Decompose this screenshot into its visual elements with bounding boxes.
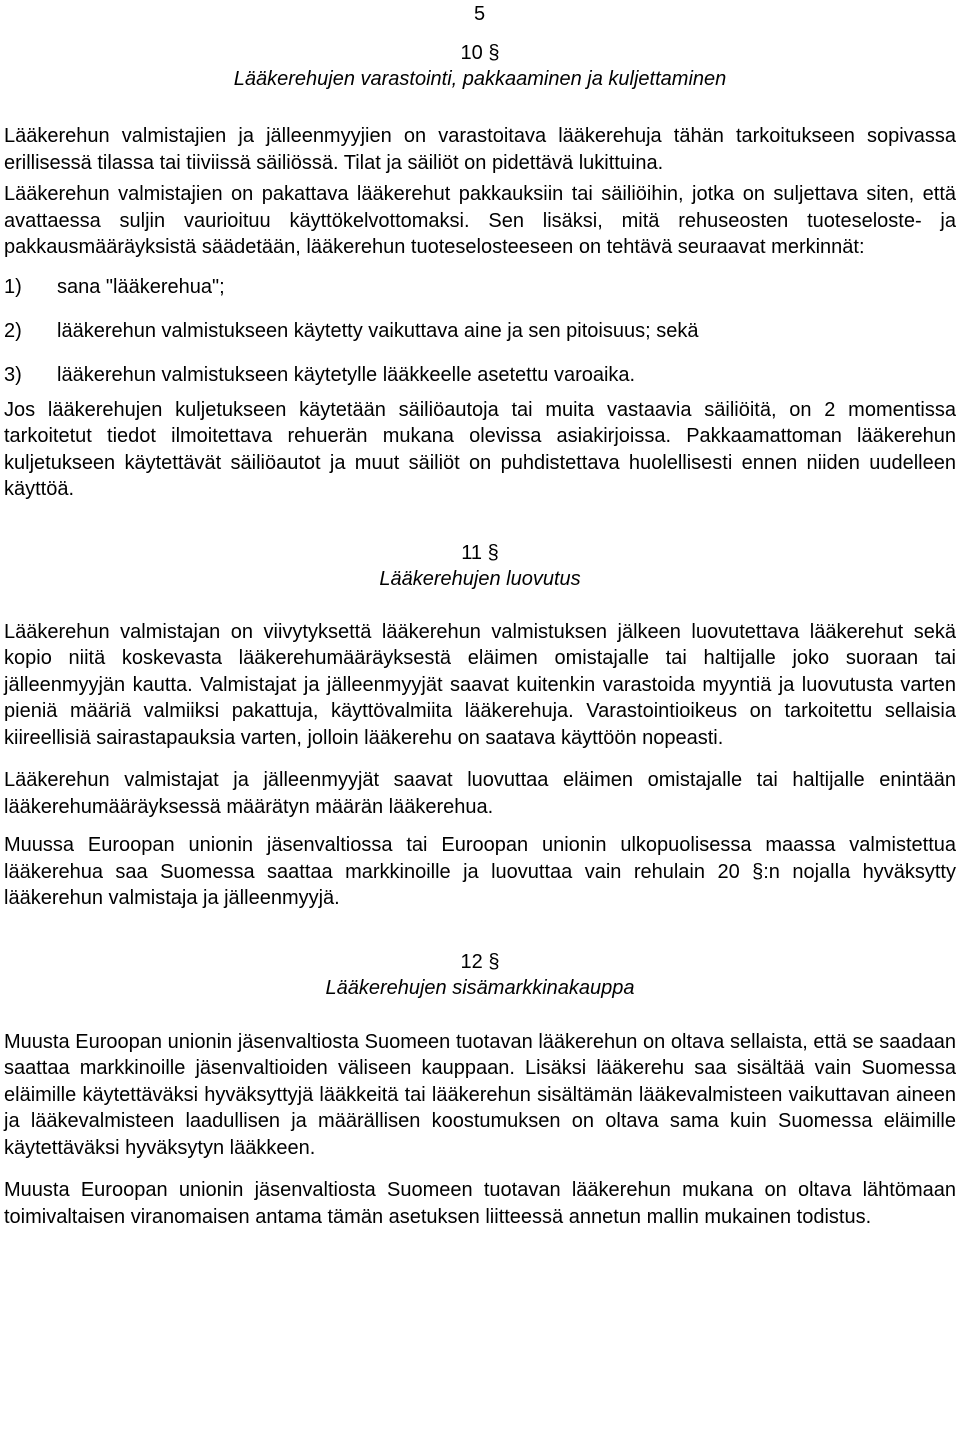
paragraph: Muusta Euroopan unionin jäsenvaltiosta Suomeen tuotavan lääkerehun on oltava sellaista, että se saadaan saattaa markkinoille jäsenvaltioiden väliseen kauppaan. Lisäksi lääkerehu saa sisältää vain Suomessa eläimille käytettäväksi hyväksyttyjä lääkkeitä tai lääkerehun sisältämän lääkevalmisteen vaikuttavan aineen ja lääkevalmisteen laadullisen ja määrällisen koostumuksen on oltava sama kuin Suomessa eläimille käytettäväksi hyväksytyn lääkkeen. bbox=[4, 1030, 956, 1159]
paragraph: Jos lääkerehujen kuljetukseen käytetään säiliöautoja tai muita vastaavia säiliöitä, on 2 momentissa tarkoitetut tiedot ilmoitettava rehuerän mukana olevissa asiakirjoissa. Pakkaamattoman lääkerehun kuljetukseen käytettävät säiliöautot ja muut säiliöt on puhdistettava huolellisesti ennen niiden uudelleen käyttöä. bbox=[4, 398, 956, 500]
paragraph: Lääkerehun valmistajan on viivytyksettä lääkerehun valmistuksen jälkeen luovutettava lääkerehut sekä kopio niitä koskevasta lääkerehumääräyksestä eläimen omistajalle tai haltijalle joko suoraan tai jälleenmyyjän kautta. Valmistajat ja jälleenmyyjät saavat kuitenkin varastoida myyntiä ja luovutusta varten pieniä määriä valmiiksi pakattuja, käyttövalmiita lääkerehuja. Varastointioikeus on tarkoitettu sellaisia kiireellisiä sairastapauksia varten, jolloin lääkerehu on saatava käyttöön nopeasti. bbox=[4, 620, 956, 749]
list-item-number: 3) bbox=[4, 363, 22, 386]
paragraph: Muussa Euroopan unionin jäsenvaltiossa tai Euroopan unionin ulkopuolisessa maassa valmistettua lääkerehua saa Suomessa saattaa markkinoille ja luovuttaa vain rehulain 20 §:n nojalla hyväksytty lääkerehun valmistaja ja jälleenmyyjä. bbox=[4, 834, 956, 909]
list-item-text: sana "lääkerehua"; bbox=[57, 275, 225, 298]
section-title: Lääkerehujen luovutus bbox=[379, 567, 581, 590]
document-body bbox=[4, 40, 956, 1230]
list-item bbox=[4, 274, 956, 300]
section-title: Lääkerehujen sisämarkkinakauppa bbox=[325, 976, 635, 999]
paragraph: Lääkerehun valmistajat ja jälleenmyyjät saavat luovuttaa eläimen omistajalle tai haltijalle enintään lääkerehumääräyksessä määrätyn määrän lääkerehua. bbox=[4, 769, 956, 818]
paragraph: Lääkerehun valmistajien on pakattava lääkerehut pakkauksiin tai säiliöihin, jotka on suljettava siten, että avattaessa suljin vaurioituu käyttökelvottomaksi. Sen lisäksi, mitä rehuseosten tuoteseloste- ja pakkausmääräyksistä säädetään, lääkerehun tuoteselosteeseen on tehtävä seuraavat merkinnät: bbox=[4, 183, 956, 258]
list-item-text: lääkerehun valmistukseen käytetty vaikuttava aine ja sen pitoisuus; sekä bbox=[57, 319, 699, 342]
marking-list bbox=[4, 274, 956, 388]
list-item-text: lääkerehun valmistukseen käytetylle lääkkeelle asetettu varoaika. bbox=[57, 363, 636, 386]
list-item-number: 1) bbox=[4, 275, 22, 298]
section-title: Lääkerehujen varastointi, pakkaaminen ja kuljettaminen bbox=[233, 68, 727, 90]
list-item bbox=[4, 318, 956, 344]
section-heading-12 bbox=[4, 949, 956, 1001]
section-number: 10 § bbox=[460, 42, 500, 64]
list-item bbox=[4, 362, 956, 388]
section-heading-11 bbox=[4, 540, 956, 592]
list-item-number: 2) bbox=[4, 319, 22, 342]
section-number: 11 § bbox=[461, 541, 499, 564]
paragraph: Muusta Euroopan unionin jäsenvaltiosta Suomeen tuotavan lääkerehun mukana on oltava lähtömaan toimivaltaisen viranomaisen antama tämän asetuksen liitteessä annetun mallin mukainen todistus. bbox=[4, 1179, 956, 1228]
section-heading-10 bbox=[4, 40, 956, 92]
page-number: 5 bbox=[474, 3, 486, 25]
section-number: 12 § bbox=[460, 950, 500, 973]
paragraph: Lääkerehun valmistajien ja jälleenmyyjien on varastoitava lääkerehuja tähän tarkoitukseen sopivassa erillisessä tilassa tai tiiviissä säiliössä. Tilat ja säiliöt on pidettävä lukittuina. bbox=[4, 125, 956, 174]
